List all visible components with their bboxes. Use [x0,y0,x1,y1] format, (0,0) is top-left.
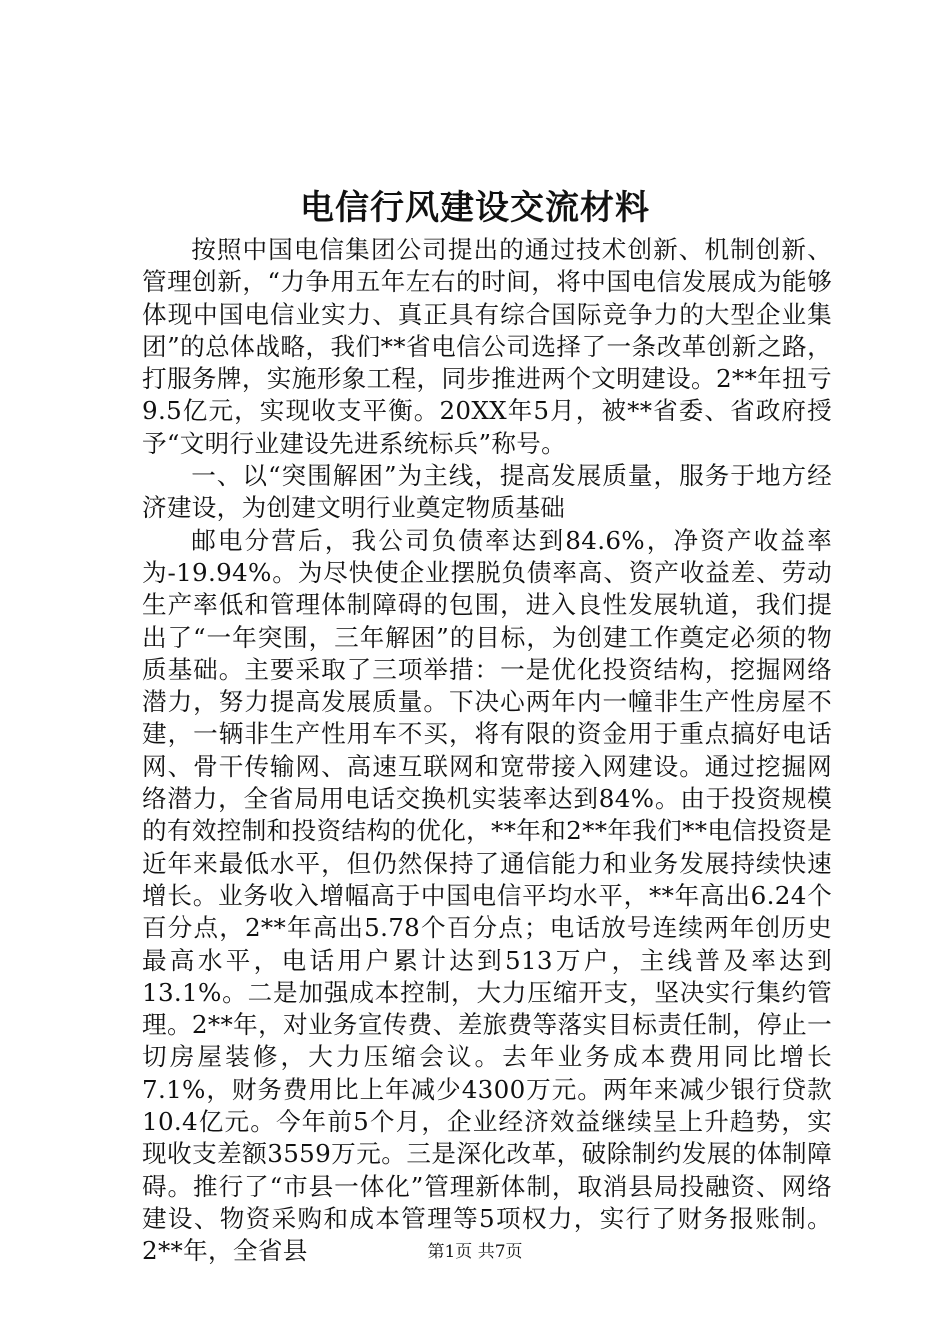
document-body [142,234,832,1268]
page-footer: 第1页 共7页 [427,1242,523,1262]
section-heading: 一、以“突围解困”为主线，提高发展质量，服务于地方经济建设，为创建文明行业奠定物质基础 [142,461,832,523]
body-paragraph: 邮电分营后，我公司负债率达到84.6%，净资产收益率为-19.94%。为尽快使企业摆脱负债率高、资产收益差、劳动生产率低和管理体制障碍的包围，进入良性发展轨道，我们提出了“一年突围，三年解困”的目标，为创建工作奠定必须的物质基础。主要采取了三项举措：一是优化投资结构，挖掘网络潜力，努力提高发展质量。下决心两年内一幢非生产性房屋不建，一辆非生产性用车不买，将有限的资金用于重点搞好电话网、骨干传输网、高速互联网和宽带接入网建设。通过挖掘网络潜力，全省局用电话交换机实装率达到84%。由于投资规模的有效控制和投资结构的优化，**年和2**年我们**电信投资是近年来最低水平，但仍然保持了通信能力和业务发展持续快速增长。业务收入增幅高于中国电信平均水平，**年高出6.24个百分点，2**年高出5.78个百分点；电话放号连续两年创历史最高水平，电话用户累计达到513万户，主线普及率达到13.1%。二是加强成本控制，大力压缩开支，坚决实行集约管理。2**年，对业务宣传费、差旅费等落实目标责任制，停止一切房屋装修，大力压缩会议。去年业务成本费用同比增长7.1%，财务费用比上年减少4300万元。两年来减少银行贷款10.4亿元。今年前5个月，企业经济效益继续呈上升趋势，实现收支差额3559万元。三是深化改革，破除制约发展的体制障碍。推行了“市县一体化”管理新体制，取消县局投融资、网络建设、物资采购和成本管理等5项权力，实行了财务报账制。2**年，全省县 [142,525,832,1266]
document-title: 电信行风建设交流材料 [300,188,650,228]
intro-paragraph: 按照中国电信集团公司提出的通过技术创新、机制创新、管理创新，“力争用五年左右的时间，将中国电信发展成为能够体现中国电信业实力、真正具有综合国际竞争力的大型企业集团”的总体战略，我们**省电信公司选择了一条改革创新之路，打服务牌，实施形象工程，同步推进两个文明建设。2**年扭亏9.5亿元，实现收支平衡。20XX年5月，被**省委、省政府授予“文明行业建设先进系统标兵”称号。 [142,235,832,458]
